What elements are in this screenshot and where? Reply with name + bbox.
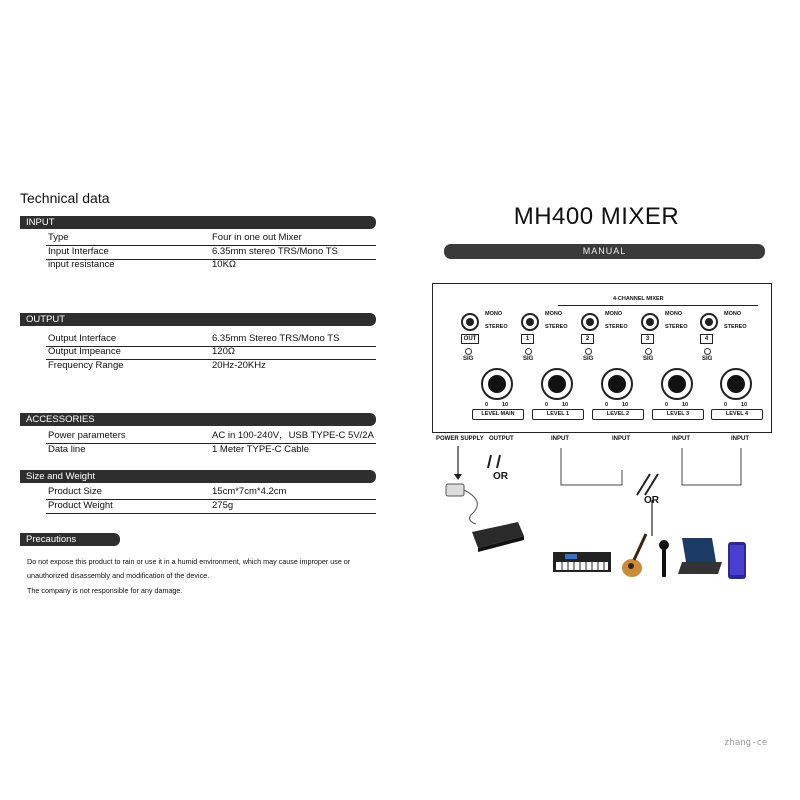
- knob-max: 10: [622, 402, 629, 408]
- audio-jack[interactable]: [700, 313, 718, 331]
- level-knob[interactable]: [601, 368, 633, 400]
- row-value: 20Hz-20KHz: [212, 360, 266, 371]
- stereo-label: STEREO: [485, 324, 508, 330]
- phone-icon: [728, 542, 746, 579]
- stereo-label: STEREO: [665, 324, 688, 330]
- section-label: 4-CHANNEL MIXER: [613, 296, 664, 302]
- table-row: [46, 360, 376, 373]
- table-row: [46, 444, 376, 457]
- tech-title: Technical data: [20, 190, 110, 206]
- signal-led: [704, 348, 711, 355]
- stereo-label: STEREO: [605, 324, 628, 330]
- microphone-icon: [659, 540, 669, 577]
- sig-label: SIG: [523, 356, 534, 362]
- output-header: OUTPUT: [20, 313, 376, 326]
- table-row: [46, 346, 376, 360]
- row-value: 1 Meter TYPE-C Cable: [212, 444, 309, 455]
- mixing-console-icon: [472, 522, 524, 552]
- mono-label: MONO: [665, 311, 683, 317]
- or-label: OR: [644, 495, 659, 506]
- sig-label: SIG: [463, 356, 474, 362]
- row-key: Data line: [48, 444, 86, 455]
- signal-led: [525, 348, 532, 355]
- mono-label: MONO: [545, 311, 563, 317]
- power-arrow-head: [454, 474, 462, 480]
- signal-led: [645, 348, 652, 355]
- knob-max: 10: [682, 402, 689, 408]
- precaution-line: unauthorized disassembly and modification of the device.: [27, 571, 210, 580]
- row-key: Frequency Range: [48, 360, 124, 371]
- row-value: 6.35mm Stereo TRS/Mono TS: [212, 333, 340, 344]
- mono-label: MONO: [605, 311, 623, 317]
- row-value: 15cm*7cm*4.2cm: [212, 486, 287, 497]
- knob-max: 10: [741, 402, 748, 408]
- level-label: LEVEL 3: [652, 409, 704, 420]
- stereo-label: STEREO: [545, 324, 568, 330]
- knob-min: 0: [605, 402, 609, 408]
- channel-number: 1: [521, 334, 534, 344]
- accessories-header: ACCESSORIES: [20, 413, 376, 426]
- sig-label: SIG: [583, 356, 594, 362]
- row-value: 6.35mm stereo TRS/Mono TS: [212, 246, 338, 257]
- level-label: LEVEL 4: [711, 409, 763, 420]
- row-key: Product Size: [48, 486, 102, 497]
- precaution-line: Do not expose this product to rain or use it in a humid environment, which may cause improper use or: [27, 557, 351, 566]
- row-value: 10KΩ: [212, 259, 237, 270]
- row-value: Four in one out Mixer: [212, 232, 302, 243]
- table-row: [46, 259, 376, 272]
- row-key: Product Weight: [48, 500, 113, 511]
- table-row: [46, 430, 376, 444]
- section-divider: [558, 305, 758, 306]
- table-row: [46, 333, 376, 347]
- level-label: LEVEL MAIN: [472, 409, 524, 420]
- input-label: INPUT: [731, 436, 749, 442]
- audio-jack[interactable]: [521, 313, 539, 331]
- audio-jack[interactable]: [581, 313, 599, 331]
- keyboard-icon: [553, 552, 611, 572]
- level-knob[interactable]: [720, 368, 752, 400]
- level-label: LEVEL 2: [592, 409, 644, 420]
- knob-min: 0: [485, 402, 489, 408]
- channel-number: OUT: [461, 334, 479, 344]
- input-header: INPUT: [20, 216, 376, 229]
- level-label: LEVEL 1: [532, 409, 584, 420]
- channel-number: 3: [641, 334, 654, 344]
- or-label: OR: [493, 471, 508, 482]
- channel-number: 4: [700, 334, 713, 344]
- row-value: 275g: [212, 500, 234, 511]
- table-row: [46, 232, 376, 246]
- output-cable-icon: [488, 455, 500, 468]
- level-knob[interactable]: [481, 368, 513, 400]
- input-cable-icon: [637, 474, 658, 495]
- channel-number: 2: [581, 334, 594, 344]
- row-key: Output Impeance: [48, 346, 121, 357]
- precautions-header: Precautions: [20, 533, 120, 546]
- size-weight-header: Size and Weight: [20, 470, 376, 483]
- manual-bar: MANUAL: [444, 244, 765, 259]
- row-value: 120Ω: [212, 346, 235, 357]
- power-adapter-icon: [446, 484, 477, 524]
- row-key: Output Interface: [48, 333, 117, 344]
- mixer-panel: [432, 283, 772, 433]
- connection-diagram: [420, 440, 780, 590]
- laptop-icon: [678, 538, 722, 574]
- row-key: Type: [48, 232, 69, 243]
- input-label: INPUT: [672, 436, 690, 442]
- audio-jack[interactable]: [461, 313, 479, 331]
- watermark: zhang-ce: [724, 738, 768, 748]
- signal-led: [465, 348, 472, 355]
- level-knob[interactable]: [541, 368, 573, 400]
- input-label: INPUT: [551, 436, 569, 442]
- precaution-line: The company is not responsible for any damage.: [27, 586, 183, 595]
- power-supply-label: POWER SUPPLY: [436, 436, 484, 442]
- input-bracket: [561, 448, 741, 485]
- guitar-icon: [622, 534, 646, 577]
- knob-min: 0: [545, 402, 549, 408]
- row-key: Input Interface: [48, 246, 109, 257]
- mono-label: MONO: [724, 311, 742, 317]
- knob-max: 10: [502, 402, 509, 408]
- audio-jack[interactable]: [641, 313, 659, 331]
- input-label: INPUT: [612, 436, 630, 442]
- sig-label: SIG: [702, 356, 713, 362]
- mono-label: MONO: [485, 311, 503, 317]
- table-row: [46, 500, 376, 514]
- knob-max: 10: [562, 402, 569, 408]
- output-label: OUTPUT: [489, 436, 514, 442]
- knob-min: 0: [724, 402, 728, 408]
- table-row: [46, 246, 376, 260]
- mixer-title: MH400 MIXER: [513, 203, 680, 230]
- row-value: AC in 100-240V，USB TYPE-C 5V/2A: [212, 430, 374, 441]
- signal-led: [585, 348, 592, 355]
- row-key: Power parameters: [48, 430, 126, 441]
- row-key: input resistance: [48, 259, 115, 270]
- knob-min: 0: [665, 402, 669, 408]
- level-knob[interactable]: [661, 368, 693, 400]
- table-row: [46, 486, 376, 500]
- sig-label: SIG: [643, 356, 654, 362]
- stereo-label: STEREO: [724, 324, 747, 330]
